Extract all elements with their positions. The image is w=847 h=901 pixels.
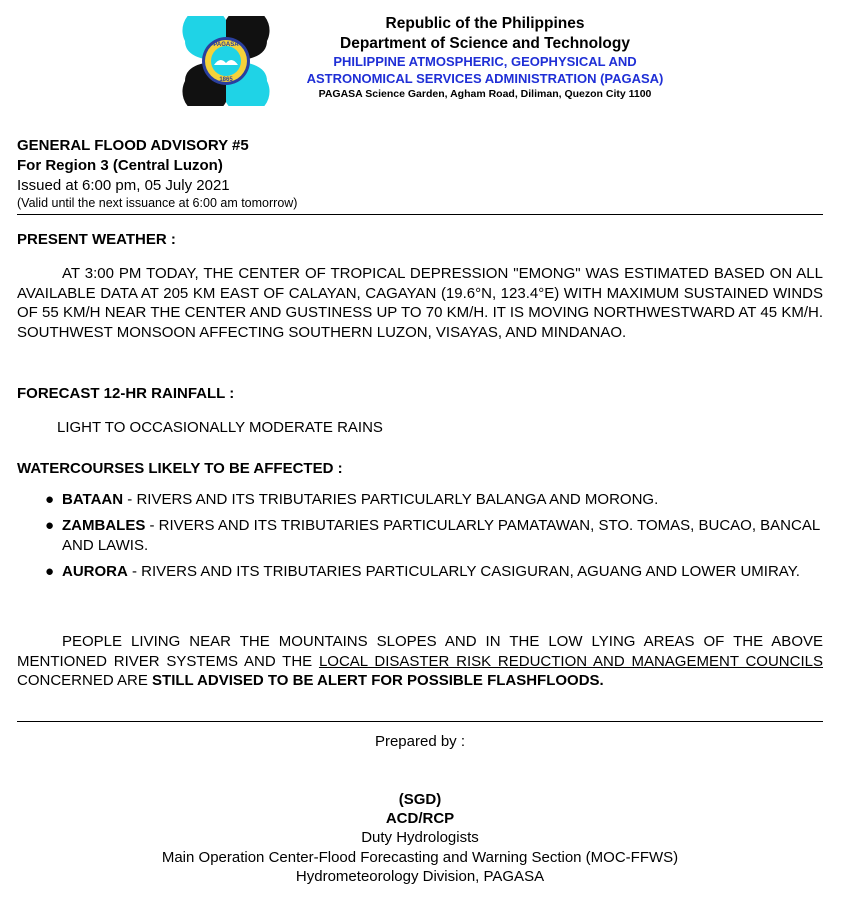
watercourse-item — [62, 490, 822, 510]
advisory-title: GENERAL FLOOD ADVISORY #5 — [17, 137, 249, 154]
header-republic: Republic of the Philippines — [385, 15, 585, 32]
bullet-icon: ● — [45, 563, 55, 580]
watercourses-heading: WATERCOURSES LIKELY TO BE AFFECTED : — [17, 460, 343, 477]
pagasa-logo — [181, 16, 271, 106]
signatory-role: Duty Hydrologists — [361, 829, 479, 846]
advisory-region: For Region 3 (Central Luzon) — [17, 157, 223, 174]
header-address: PAGASA Science Garden, Agham Road, Diliman, Quezon City 1100 — [318, 88, 652, 100]
divider — [17, 721, 823, 722]
present-weather-heading: PRESENT WEATHER : — [17, 231, 176, 248]
signature-sgd: (SGD) — [398, 791, 442, 808]
province-name: BATAAN — [62, 491, 124, 508]
bullet-icon: ● — [45, 517, 55, 534]
advice-text: PEOPLE LIVING NEAR THE MOUNTAINS SLOPES AND IN THE LOW LYING AREAS OF THE ABOVE MENTIONED RIVER SYSTEMS AND THE — [17, 633, 823, 670]
advisory-validity: (Valid until the next issuance at 6:00 am tomorrow) — [17, 196, 298, 210]
watercourse-item — [62, 562, 822, 582]
watercourse-item — [62, 516, 822, 555]
forecast-heading: FORECAST 12-HR RAINFALL : — [17, 385, 235, 402]
bullet-icon: ● — [45, 491, 55, 508]
prepared-by-label: Prepared by : — [374, 733, 466, 750]
header-department: Department of Science and Technology — [340, 35, 630, 52]
watercourse-text: - RIVERS AND ITS TRIBUTARIES PARTICULARLY CASIGURAN, AGUANG AND LOWER UMIRAY. — [127, 563, 800, 580]
watercourse-text: - RIVERS AND ITS TRIBUTARIES PARTICULARLY BALANGA AND MORONG. — [123, 491, 659, 508]
drrm-councils: LOCAL DISASTER RISK REDUCTION AND MANAGEMENT COUNCILS — [318, 652, 823, 670]
forecast-text: LIGHT TO OCCASIONALLY MODERATE RAINS — [57, 419, 383, 436]
header-agency-line2: ASTRONOMICAL SERVICES ADMINISTRATION (PAGASA) — [306, 71, 664, 86]
advice-text-2: CONCERNED ARE — [17, 672, 153, 689]
advice-alert: STILL ADVISED TO BE ALERT FOR POSSIBLE FLASHFLOODS. — [152, 672, 604, 689]
present-weather-text: AT 3:00 PM TODAY, THE CENTER OF TROPICAL DEPRESSION "EMONG" WAS ESTIMATED BASED ON ALL AVAILABLE DATA AT 205 KM EAST OF CALAYAN, CAGAYAN (19.6°N, 123.4°E) WITH MAXIMUM SUSTAINED WINDS OF 55 KM/H NEAR THE CENTER AND GUSTINESS UP TO 70 KM/H. IT IS MOVING NORTHWESTWARD AT 45 KM/H. SOUTHWEST MONSOON AFFECTING SOUTHERN LUZON, VISAYAS, AND MINDANAO. — [17, 265, 823, 341]
divider — [17, 214, 823, 215]
watercourse-text: - RIVERS AND ITS TRIBUTARIES PARTICULARLY PAMATAWAN, STO. TOMAS, BUCAO, BANCAL AND LAWIS. — [62, 517, 820, 554]
svg-text:1865: 1865 — [219, 77, 233, 83]
signatory-division: Hydrometeorology Division, PAGASA — [295, 868, 545, 885]
advisory-issued: Issued at 6:00 pm, 05 July 2021 — [17, 177, 230, 194]
svg-text:PAGASA: PAGASA — [213, 42, 239, 48]
advice-paragraph — [17, 632, 823, 691]
header-agency-line1: PHILIPPINE ATMOSPHERIC, GEOPHYSICAL AND — [333, 54, 637, 69]
province-name: ZAMBALES — [62, 517, 146, 534]
province-name: AURORA — [62, 563, 128, 580]
signatory-section: Main Operation Center-Flood Forecasting and Warning Section (MOC-FFWS) — [161, 849, 679, 866]
signatory-initials: ACD/RCP — [385, 810, 455, 827]
